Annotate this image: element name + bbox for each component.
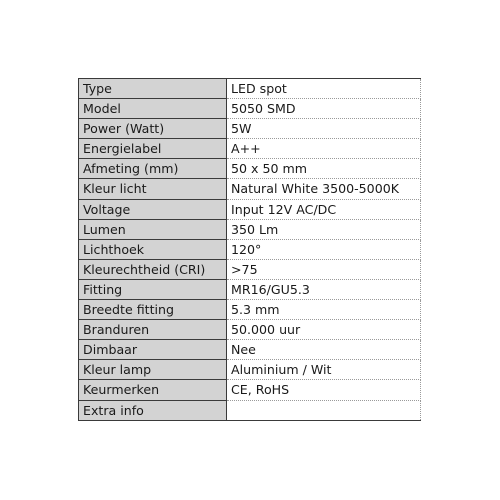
spec-value: >75	[227, 259, 421, 279]
spec-row-type	[79, 79, 421, 99]
spec-value: 120°	[227, 239, 421, 259]
spec-row-light-color	[79, 179, 421, 199]
spec-row-energy-label	[79, 139, 421, 159]
spec-label: Lumen	[79, 219, 227, 239]
spec-label: Extra info	[79, 400, 227, 420]
spec-label: Breedte fitting	[79, 300, 227, 320]
spec-value: Input 12V AC/DC	[227, 199, 421, 219]
spec-row-fitting	[79, 279, 421, 299]
spec-value: Nee	[227, 340, 421, 360]
spec-value: 5050 SMD	[227, 99, 421, 119]
spec-value	[227, 400, 421, 420]
spec-label: Keurmerken	[79, 380, 227, 400]
spec-row-burn-hours	[79, 320, 421, 340]
spec-label: Lichthoek	[79, 239, 227, 259]
spec-row-power	[79, 119, 421, 139]
spec-label: Model	[79, 99, 227, 119]
spec-value: 50 x 50 mm	[227, 159, 421, 179]
spec-value: 50.000 uur	[227, 320, 421, 340]
spec-value: Aluminium / Wit	[227, 360, 421, 380]
spec-row-voltage	[79, 199, 421, 219]
spec-value: MR16/GU5.3	[227, 279, 421, 299]
spec-label: Kleurechtheid (CRI)	[79, 259, 227, 279]
spec-row-beam-angle	[79, 239, 421, 259]
spec-row-certifications	[79, 380, 421, 400]
spec-value: LED spot	[227, 79, 421, 99]
spec-row-fitting-width	[79, 300, 421, 320]
spec-value: 350 Lm	[227, 219, 421, 239]
spec-value: CE, RoHS	[227, 380, 421, 400]
spec-value: 5.3 mm	[227, 300, 421, 320]
spec-label: Kleur licht	[79, 179, 227, 199]
spec-row-lumen	[79, 219, 421, 239]
spec-label: Kleur lamp	[79, 360, 227, 380]
spec-label: Energielabel	[79, 139, 227, 159]
spec-row-extra-info	[79, 400, 421, 420]
spec-row-dimensions	[79, 159, 421, 179]
spec-value: 5W	[227, 119, 421, 139]
spec-row-lamp-color	[79, 360, 421, 380]
spec-label: Type	[79, 79, 227, 99]
spec-label: Dimbaar	[79, 340, 227, 360]
product-spec-table	[78, 78, 421, 421]
spec-value: Natural White 3500-5000K	[227, 179, 421, 199]
spec-label: Voltage	[79, 199, 227, 219]
spec-row-dimmable	[79, 340, 421, 360]
spec-label: Afmeting (mm)	[79, 159, 227, 179]
spec-row-model	[79, 99, 421, 119]
spec-label: Fitting	[79, 279, 227, 299]
spec-label: Branduren	[79, 320, 227, 340]
spec-label: Power (Watt)	[79, 119, 227, 139]
spec-row-cri	[79, 259, 421, 279]
spec-value: A++	[227, 139, 421, 159]
